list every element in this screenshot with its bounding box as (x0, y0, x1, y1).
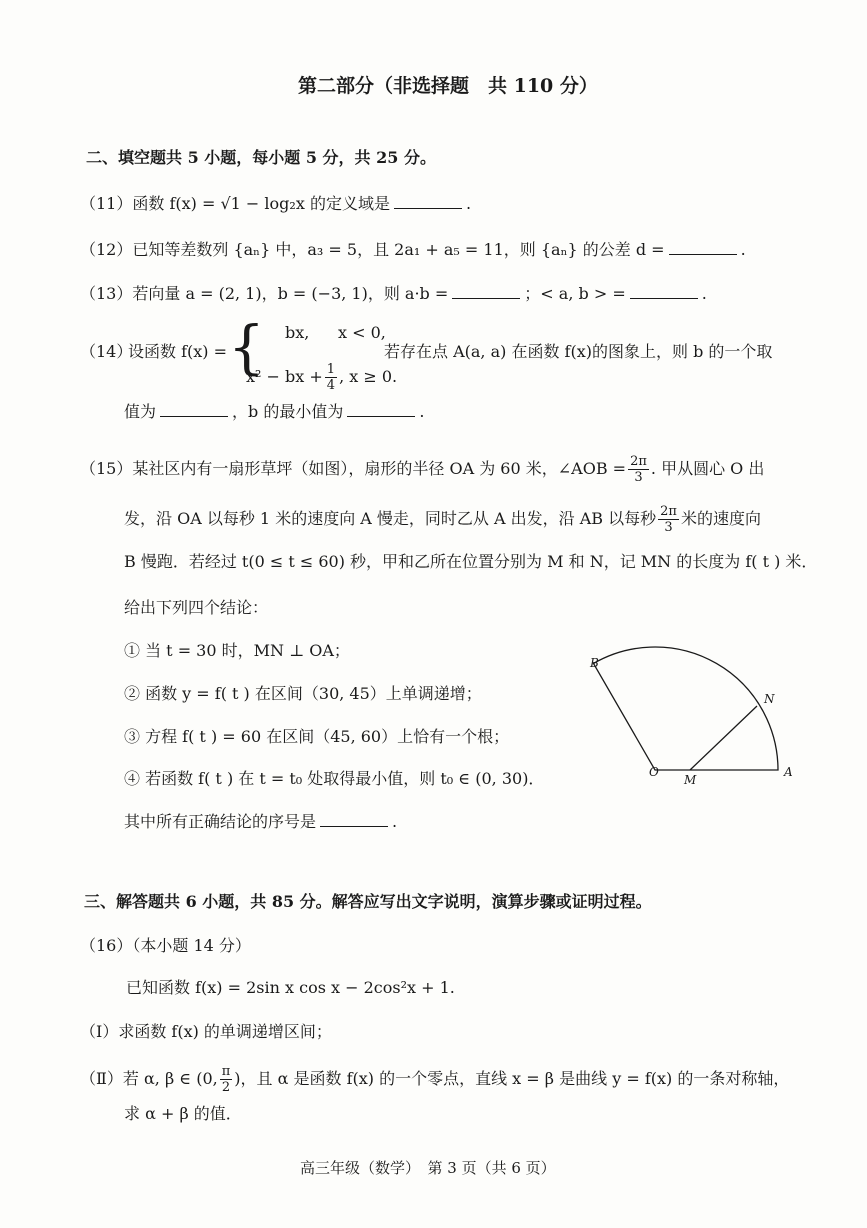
label-o: O (649, 765, 659, 779)
q15-conclusion-3: ③ 方程 f( t ) = 60 在区间（45, 60）上恰有一个根； (124, 727, 510, 746)
q15-intro: 给出下列四个结论： (124, 598, 269, 617)
label-b: B (590, 656, 599, 670)
q15-line2-text: 发，沿 OA 以每秒 1 米的速度向 A 慢走，同时乙从 A 出发，沿 AB 以每秒 (124, 509, 657, 528)
label-a: A (784, 765, 793, 779)
q15-conclusion-4: ④ 若函数 f( t ) 在 t = t₀ 处取得最小值，则 t₀ ∈ (0, 30)． (124, 769, 545, 788)
q14-frac-num: 1 (326, 362, 336, 377)
q14-case1-cond: x < 0, (338, 323, 386, 342)
q14-case2-cond: , x ≥ 0. (339, 367, 398, 386)
q15-angle-num: 2π (630, 454, 647, 469)
q15-answer-blank (320, 812, 388, 827)
q15-speed-den: 3 (664, 520, 673, 535)
q12-text: 已知等差数列 {aₙ} 中，a₃ = 5，且 2a₁ + a₅ = 11，则 {aₙ} 的公差 d = (132, 240, 665, 259)
q13-blank-2 (630, 284, 698, 299)
page-footer: 高三年级（数学） 第 3 页（共 6 页） (300, 1159, 556, 1177)
q11-function: 函数 f(x) = √1 − log₂x (132, 194, 305, 213)
q15-line2-end: 米的速度向 (680, 509, 761, 528)
label-m: M (684, 773, 697, 787)
section3-heading: 三、解答题共 6 小题，共 85 分。解答应写出文字说明，演算步骤或证明过程。 (84, 892, 652, 911)
q14-blank-1 (160, 402, 228, 417)
q16-part2-text: )，且 α 是函数 f(x) 的一个零点，直线 x = β 是曲线 y = f(x) 的一条对称轴， (234, 1069, 790, 1088)
question-15-line1 (80, 454, 764, 485)
q15-speed-num: 2π (660, 504, 677, 519)
q16-given: 已知函数 f(x) = 2sin x cos x − 2cos²x + 1. (126, 978, 455, 997)
q14-brace: { (228, 313, 265, 381)
q14-value-label: 值为 (124, 402, 157, 421)
q15-line1-text: 某社区内有一扇形草坪（如图），扇形的半径 OA 为 60 米，∠AOB = (132, 459, 627, 478)
q14-frac-den: 4 (326, 378, 336, 393)
sector-outline (594, 647, 779, 770)
q15-ask-text: 其中所有正确结论的序号是 (124, 812, 317, 831)
q14-case1-expr: bx, (285, 323, 310, 342)
q14-text: 若存在点 A(a, a) 在函数 f(x)的图象上，则 b 的一个取 (384, 342, 773, 361)
q16-frac-num: π (221, 1064, 231, 1079)
question-13 (80, 284, 707, 304)
q14-line2 (124, 402, 424, 422)
q13-blank-1 (452, 284, 520, 299)
q12-number: （12） (80, 240, 133, 259)
q15-end: . (392, 812, 398, 831)
q14-number: （14） (80, 342, 133, 361)
q15-ask (124, 812, 397, 832)
q12-end: . (740, 240, 746, 259)
q14-min-label: ，b 的最小值为 (232, 402, 344, 421)
q12-answer-blank (669, 240, 737, 255)
q15-conclusion-1: ① 当 t = 30 时，MN ⊥ OA； (124, 641, 350, 660)
q16-part2-ask: 求 α + β 的值． (124, 1104, 242, 1123)
q16-part2-start: （Ⅱ）若 α, β ∈ (0, (80, 1069, 218, 1088)
q15-angle-fraction (628, 454, 649, 485)
label-n: N (764, 692, 775, 706)
q13-text: 若向量 a = (2, 1)，b = (−3, 1)，则 a·b = (132, 284, 449, 303)
q14-case2 (246, 362, 397, 393)
q14-blank-2 (347, 402, 415, 417)
question-15-line2 (124, 504, 761, 535)
q11-end: . (465, 194, 472, 213)
q14-end: . (419, 402, 425, 421)
part-title: 第二部分（非选择题 共 110 分） (298, 75, 598, 97)
sector-figure (580, 640, 810, 790)
q16-part2 (80, 1064, 789, 1095)
question-11 (80, 194, 471, 214)
q15-speed-fraction (658, 504, 679, 535)
q11-answer-blank (394, 194, 462, 209)
q16-part1: （Ⅰ）求函数 f(x) 的单调递增区间； (80, 1022, 332, 1041)
q15-angle-den: 3 (634, 470, 643, 485)
q16-frac-den: 2 (221, 1080, 231, 1095)
q14-fraction (325, 362, 337, 393)
q11-text: 的定义域是 (309, 194, 390, 213)
segment-mn (690, 706, 757, 770)
q13-mid: ；< a, b > = (524, 284, 626, 303)
q15-line1-end: . 甲从圆心 O 出 (650, 459, 765, 478)
q15-number: （15） (80, 459, 133, 478)
q16-number: （16）（本小题 14 分） (80, 936, 251, 955)
q16-fraction (220, 1064, 233, 1095)
q13-end: . (701, 284, 707, 303)
question-12 (80, 240, 746, 260)
q15-conclusion-2: ② 函数 y = f( t ) 在区间（30, 45）上单调递增； (124, 684, 482, 703)
q14-function-label: 设函数 f(x) = (128, 342, 228, 361)
section2-heading: 二、填空题共 5 小题，每小题 5 分，共 25 分。 (86, 148, 436, 167)
q15-line3: B 慢跑．若经过 t(0 ≤ t ≤ 60) 秒，甲和乙所在位置分别为 M 和 N，记 MN 的长度为 f( t ) 米． (124, 552, 818, 571)
q14-case2-expr: x² − bx + (246, 367, 323, 386)
q13-number: （13） (80, 284, 133, 303)
q11-number: （11） (80, 194, 133, 213)
